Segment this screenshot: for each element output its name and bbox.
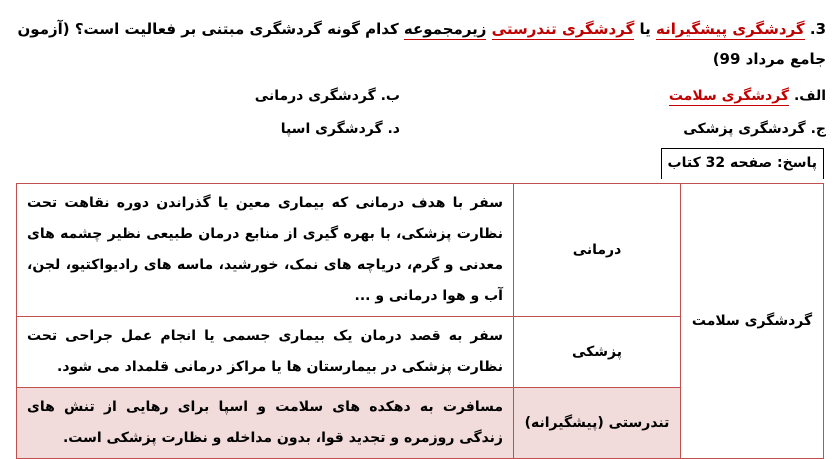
answer-box: پاسخ: صفحه 32 کتاب [661, 148, 824, 179]
table-row [17, 184, 824, 317]
option-d-label: د. [387, 121, 400, 137]
description-cell: سفر به قصد درمان یک بیماری جسمی یا انجام عمل جراحی تحت نظارت پزشکی در بیمارستان ها یا مراکز درمانی قلمداد می شود. [17, 317, 514, 388]
option-d-text: گردشگری اسپا [280, 121, 383, 137]
question-text [10, 14, 826, 74]
option-a[interactable] [669, 88, 826, 104]
question-rest: کدام گونه گردشگری مبتنی بر فعالیت است؟ (آزمون جامع مرداد 99) [17, 20, 826, 68]
description-cell: سفر با هدف درمانی که بیماری معین یا گذراندن دوره نقاهت تحت نظارت پزشکی، با بهره گیری از منابع درمان طبیعی نظیر چشمه های معدنی و گرم، دریاچه های نمک، خورشید، ماسه های رادیواکتیو، لجن، آب و هوا درمانی و ... [17, 184, 514, 317]
option-b-text: گردشگری درمانی [254, 88, 376, 104]
question-subset-word: زیرمجموعه [403, 20, 487, 38]
type-cell: درمانی [514, 184, 681, 317]
description-cell: مسافرت به دهکده های سلامت و اسپا برای رهایی از تنش های زندگی روزمره و تجدید قوا، بدون مداخله و نظارت پزشکی است. [17, 388, 514, 459]
option-a-label: الف. [793, 88, 826, 104]
question-term-preventive: گردشگری پیشگیرانه [656, 20, 805, 38]
option-d[interactable] [281, 121, 400, 137]
option-c[interactable] [683, 121, 826, 137]
category-cell: گردشگری سلامت [681, 184, 824, 459]
option-a-text: گردشگری سلامت [668, 88, 790, 104]
option-c-label: ج. [810, 121, 826, 137]
question-term-wellness: گردشگری تندرستی [491, 20, 635, 38]
question-number: 3. [809, 20, 826, 38]
option-c-text: گردشگری پزشکی [683, 121, 806, 137]
type-cell: تندرستی (پیشگیرانه) [514, 388, 681, 459]
type-cell: پزشکی [514, 317, 681, 388]
question-connector: یا [639, 20, 651, 38]
option-b-label: ب. [380, 88, 400, 104]
option-b[interactable] [255, 88, 400, 104]
health-tourism-table [16, 183, 824, 459]
